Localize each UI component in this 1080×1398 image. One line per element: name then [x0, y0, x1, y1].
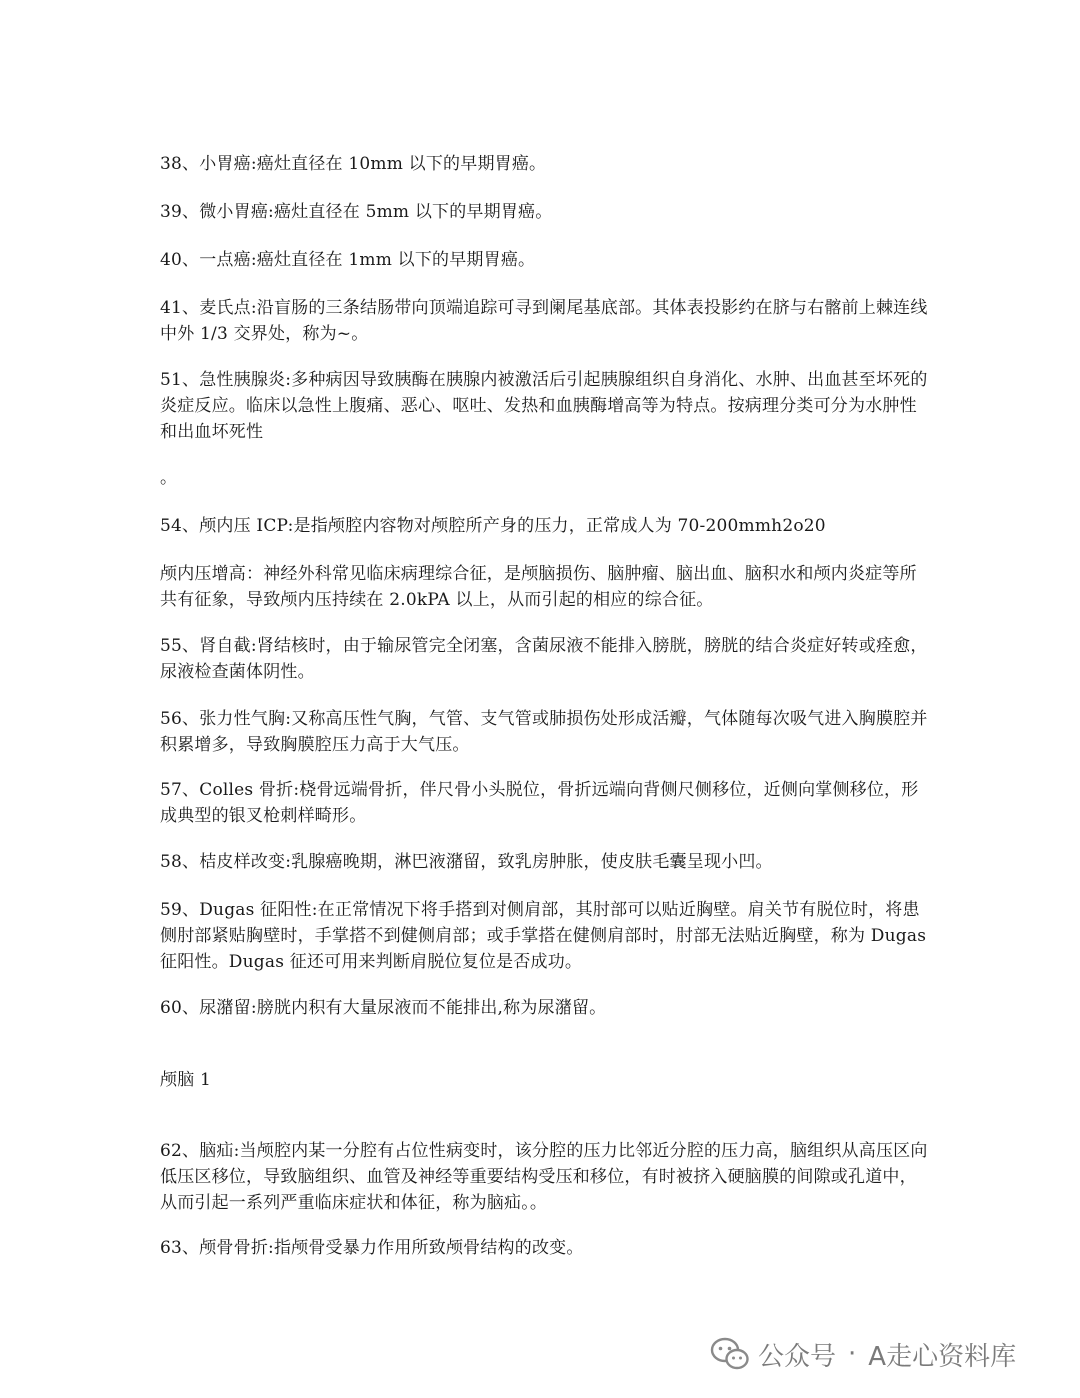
entry-55: 55、肾自截:肾结核时，由于输尿管完全闭塞，含菌尿液不能排入膀胱，膀胱的结合炎症好转或痊愈，尿液检查菌体阴性。 [160, 636, 928, 682]
entry-51-continuation: 。 [160, 468, 178, 488]
watermark-prefix: 公众号 [758, 1341, 837, 1372]
entry-38: 38、小胃癌:癌灶直径在 10mm 以下的早期胃癌。 [160, 154, 547, 174]
watermark-account-name: A走心资料库 [868, 1341, 1017, 1372]
watermark [710, 1332, 1016, 1376]
entry-54: 54、颅内压 ICP:是指颅腔内容物对颅腔所产身的压力，正常成人为 70-200mmh2o20 [160, 516, 826, 536]
entry-63: 63、颅骨骨折:指颅骨受暴力作用所致颅骨结构的改变。 [160, 1238, 584, 1258]
entry-60: 60、尿潴留:膀胱内积有大量尿液而不能排出,称为尿潴留。 [160, 998, 607, 1018]
entry-58: 58、桔皮样改变:乳腺癌晚期，淋巴液潴留，致乳房肿胀，使皮肤毛囊呈现小凹。 [160, 852, 773, 872]
entry-54-intracranial-hypertension: 颅内压增高：神经外科常见临床病理综合征，是颅脑损伤、脑肿瘤、脑出血、脑积水和颅内炎症等所共有征象，导致颅内压持续在 2.0kPA 以上，从而引起的相应的综合征。 [160, 564, 917, 610]
entry-41: 41、麦氏点:沿盲肠的三条结肠带向顶端追踪可寻到阑尾基底部。其体表投影约在脐与右髂前上棘连线中外 1/3 交界处，称为~。 [160, 298, 928, 344]
watermark-separator: · [848, 1339, 857, 1369]
entry-51: 51、急性胰腺炎:多种病因导致胰酶在胰腺内被激活后引起胰腺组织自身消化、水肿、出血甚至坏死的炎症反应。临床以急性上腹痛、恶心、呕吐、发热和血胰酶增高等为特点。按病理分类可分为水肿性和出血坏死性 [160, 370, 928, 442]
wechat-icon [710, 1337, 750, 1371]
section-heading: 颅脑 1 [160, 1070, 212, 1090]
entry-62: 62、脑疝:当颅腔内某一分腔有占位性病变时，该分腔的压力比邻近分腔的压力高，脑组织从高压区向低压区移位，导致脑组织、血管及神经等重要结构受压和移位，有时被挤入硬脑膜的间隙或孔道中，从而引起一系列严重临床症状和体征，称为脑疝。。 [160, 1141, 928, 1213]
entry-57: 57、Colles 骨折:桡骨远端骨折，伴尺骨小头脱位，骨折远端向背侧尺侧移位，近侧向掌侧移位，形成典型的银叉枪刺样畸形。 [160, 780, 919, 826]
entry-39: 39、微小胃癌:癌灶直径在 5mm 以下的早期胃癌。 [160, 202, 553, 222]
entry-59: 59、Dugas 征阳性:在正常情况下将手搭到对侧肩部，其肘部可以贴近胸壁。肩关节有脱位时，将患侧肘部紧贴胸壁时，手掌搭不到健侧肩部；或手掌搭在健侧肩部时，肘部无法贴近胸壁，称为 Dugas 征阳性。Dugas 征还可用来判断肩脱位复位是否成功。 [160, 900, 927, 972]
entry-40: 40、一点癌:癌灶直径在 1mm 以下的早期胃癌。 [160, 250, 536, 270]
entry-56: 56、张力性气胸:又称高压性气胸，气管、支气管或肺损伤处形成活瓣，气体随每次吸气进入胸膜腔并积累增多，导致胸膜腔压力高于大气压。 [160, 709, 928, 755]
